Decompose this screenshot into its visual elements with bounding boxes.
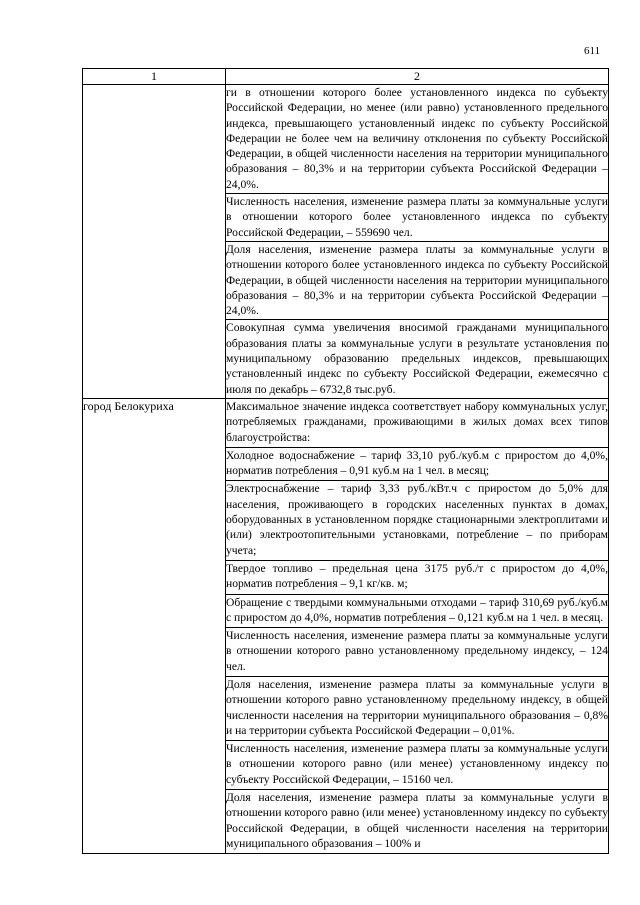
municipality-cell: город Белокуриха — [83, 398, 226, 853]
table-row — [83, 398, 609, 853]
paragraph: Совокупная сумма увеличения вносимой гражданами муниципального образования платы за коммунальные услуги в результате установления по муниципальному образованию предельных индексов, превышающих установленный индекс по субъекту Российской Федерации, ежемесячно с июля по декабрь – 6732,8 тыс.руб. — [226, 321, 608, 396]
page-number: 611 — [584, 45, 601, 57]
column-header-1: 1 — [83, 69, 226, 85]
description-cell — [226, 398, 609, 853]
paragraph: ги в отношении которого более установленного индекса по субъекту Российской Федерации, но менее (или равно) установленного предельного индекса, превышающего установленный индекс по субъекту Российской Федерации не более чем на величину отклонения по субъекту Российской Федерации, в общей численности населения на территории муниципального образования – 80,3% и на территории субъекта Российской Федерации – 24,0%. — [226, 85, 608, 194]
paragraph: Максимальное значение индекса соответствует набору коммунальных услуг, потребляемых гражданами, проживающими в жилых домах всех типов благоустройства: — [226, 399, 608, 448]
paragraph: Электроснабжение – тариф 3,33 руб./кВт.ч с приростом до 5,0% для населения, проживающего в городских населенных пунктах в домах, оборудованных в установленном порядке стационарными электроплитами и (или) электроотопительными установками, потребление – по приборам учета; — [226, 481, 608, 560]
paragraph: Численность населения, изменение размера платы за коммунальные услуги в отношении которого равно (или менее) установленному индексу по субъекту Российской Федерации, – 15160 чел. — [226, 741, 608, 790]
column-header-2: 2 — [226, 69, 609, 85]
description-cell — [226, 85, 609, 399]
municipality-cell — [83, 85, 226, 399]
table-row — [83, 85, 609, 399]
municipality-index-table — [82, 68, 609, 854]
paragraph: Доля населения, изменение размера платы за коммунальные услуги в отношении которого более установленного индекса по субъекту Российской Федерации, в общей численности населения на территории муниципального образования – 80,3% и на территории субъекта Российской Федерации – 24,0%. — [226, 242, 608, 320]
table-header-row — [83, 69, 609, 85]
paragraph: Численность населения, изменение размера платы за коммунальные услуги в отношении которого более установленного индекса по субъекту Российской Федерации, – 559690 чел. — [226, 194, 608, 242]
paragraph: Доля населения, изменение размера платы за коммунальные услуги в отношении которого равно (или менее) установленному индексу по субъекту Российской Федерации, в общей численности населения на территории муниципального образования – 100% и — [226, 791, 608, 850]
paragraph: Холодное водоснабжение – тариф 33,10 руб./куб.м с приростом до 4,0%, норматив потребления – 0,91 куб.м на 1 чел. в месяц; — [226, 448, 608, 482]
paragraph: Обращение с твердыми коммунальными отходами – тариф 310,69 руб./куб.м с приростом до 4,0%, норматив потребления – 0,121 куб.м на 1 чел. в месяц. — [226, 595, 608, 629]
paragraph: Численность населения, изменение размера платы за коммунальные услуги в отношении которого равно установленному предельному индексу, – 124 чел. — [226, 628, 608, 677]
paragraph: Доля населения, изменение размера платы за коммунальные услуги в отношении которого равно установленному предельному индексу, в общей численности населения на территории муниципального образования – 0,8% и на территории субъекта Российской Федерации – 0,01%. — [226, 677, 608, 741]
paragraph: Твердое топливо – предельная цена 3175 руб./т с приростом до 4,0%, норматив потребления – 9,1 кг/кв. м; — [226, 561, 608, 595]
